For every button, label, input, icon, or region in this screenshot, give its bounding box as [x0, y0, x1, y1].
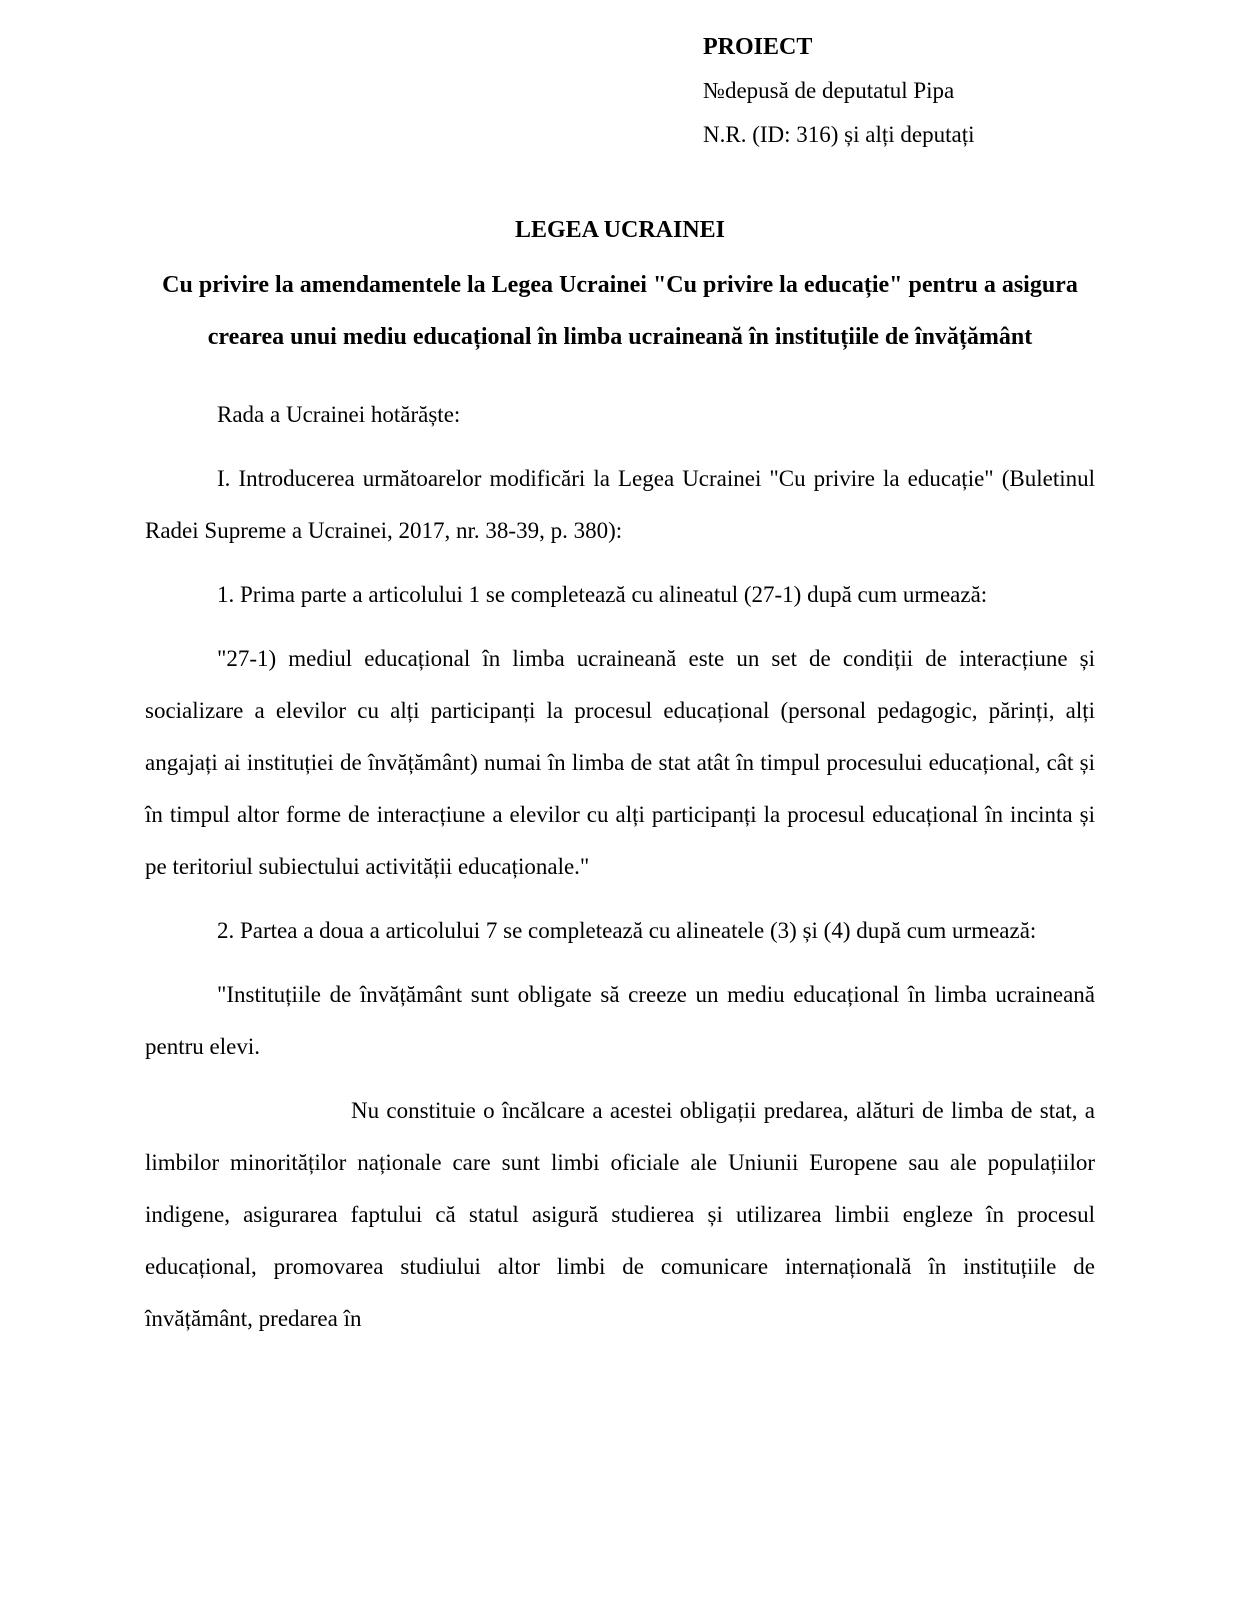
body-paragraph: I. Introducerea următoarelor modificări la Legea Ucrainei "Cu privire la educație" (Buletinul Radei Supreme a Ucrainei, 2017, nr. 38-39, p. 380): — [145, 466, 1095, 543]
law-subtitle: Cu privire la amendamentele la Legea Ucrainei "Cu privire la educație" pentru a asigura crearea unui mediu educațional în limba ucraineană în instituțiile de învățământ — [162, 272, 1078, 350]
body-paragraph: 2. Partea a doua a articolului 7 se completează cu alineatele (3) și (4) după cum urmează: — [217, 918, 1037, 943]
body-paragraph: "Instituțiile de învățământ sunt obligate să creeze un mediu educațional în limba ucraineană pentru elevi. — [145, 982, 1095, 1059]
submitter-line: №depusă de deputatul Pipa — [703, 78, 955, 103]
document-body — [145, 389, 1095, 1345]
law-title: LEGEA UCRAINEI — [514, 217, 726, 243]
deputies-line: N.R. (ID: 316) și alți deputați — [703, 122, 975, 147]
project-label: PROIECT — [703, 34, 813, 60]
title-block — [145, 215, 1095, 363]
body-paragraph: Nu constituie o încălcare a acestei obligații predarea, alături de limba de stat, a limbilor minorităților naționale care sunt limbi oficiale ale Uniunii Europene sau ale populațiilor indigene, asigurarea faptului că statul asigură studierea și utilizarea limbii engleze în procesul educațional, promovarea studiului altor limbi de comunicare internațională în instituțiile de învățământ, predarea în — [145, 1098, 1095, 1331]
body-paragraph: "27-1) mediul educațional în limba ucraineană este un set de condiții de interacțiune și socializare a elevilor cu alți participanți la procesul educațional (personal pedagogic, părinți, alți angajați ai instituției de învățământ) numai în limba de stat atât în timpul procesului educațional, cât și în timpul altor forme de interacțiune a elevilor cu alți participanți la procesul educațional în incinta și pe teritoriul subiectului activității educaționale." — [145, 646, 1095, 879]
body-paragraph: Rada a Ucrainei hotărăște: — [217, 402, 461, 427]
header-note — [703, 25, 975, 157]
body-paragraph: 1. Prima parte a articolului 1 se completează cu alineatul (27-1) după cum urmează: — [217, 582, 988, 607]
